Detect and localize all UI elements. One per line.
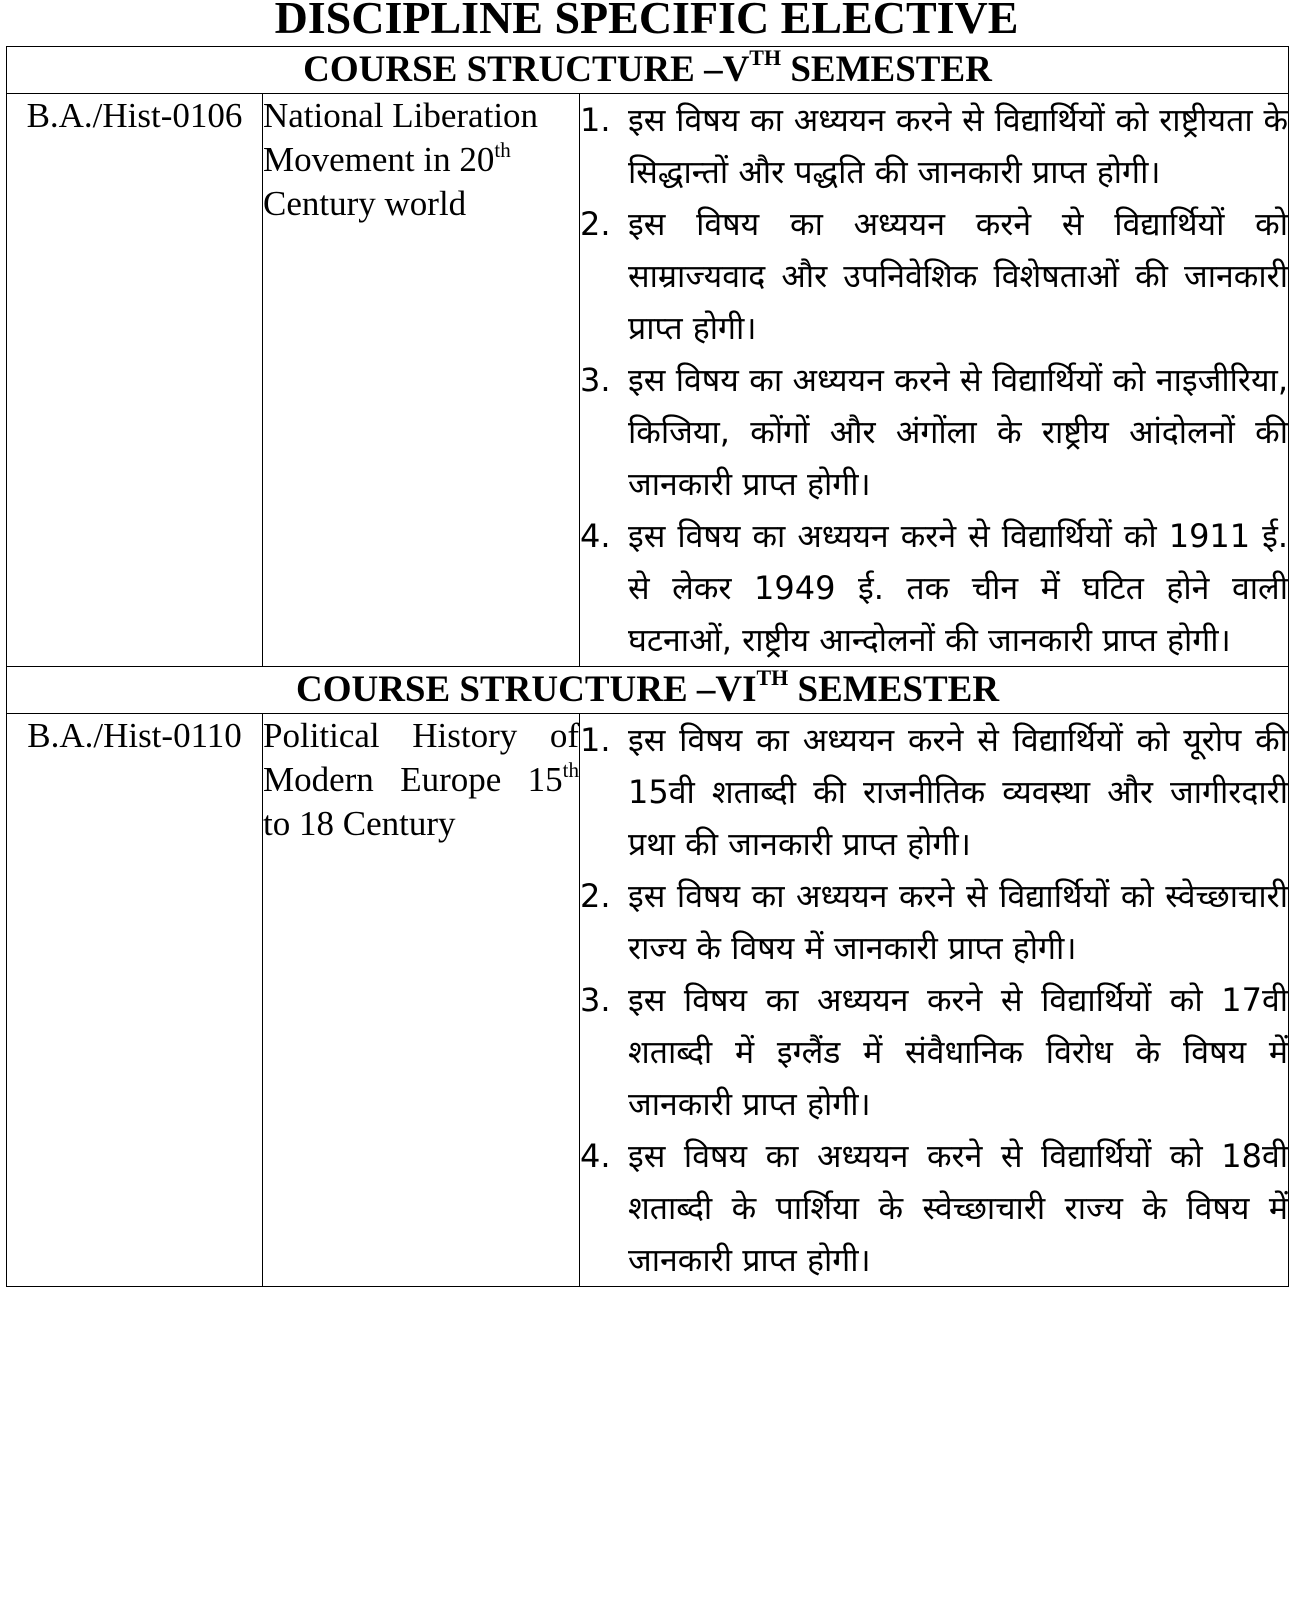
outcome-item: 4. इस विषय का अध्ययन करने से विद्यार्थियों को 18वी शताब्दी के पार्शिया के स्वेच्छाचारी राज्य के विषय में जानकारी प्राप्त होगी। [580,1137,1289,1279]
course-row-hist-0110 [7,714,1289,1287]
outcome-item: 1. इस विषय का अध्ययन करने से विद्यार्थियों को यूरोप की 15वी शताब्दी की राजनीतिक व्यवस्था और जागीरदारी प्रथा की जानकारी प्राप्त होगी। [580,721,1289,863]
course-title: National Liberation Movement in 20th Century world [263,94,580,667]
course-outcomes [580,94,1289,667]
document-title: DISCIPLINE SPECIFIC ELECTIVE [274,0,1019,43]
course-row-hist-0106 [7,94,1289,667]
outcome-item: 2. इस विषय का अध्ययन करने से विद्यार्थियों को साम्राज्यवाद और उपनिवेशिक विशेषताओं की जानकारी प्राप्त होगी। [580,205,1289,347]
outcome-item: 3. इस विषय का अध्ययन करने से विद्यार्थियों को 17वी शताब्दी में इग्लैंड में संवैधानिक विरोध के विषय में जानकारी प्राप्त होगी। [580,981,1289,1123]
course-table [6,46,1289,1287]
outcome-item: 1. इस विषय का अध्ययन करने से विद्यार्थियों को राष्ट्रीयता के सिद्धान्तों और पद्धति की जानकारी प्राप्त होगी। [580,101,1289,191]
course-code: B.A./Hist-0106 [7,94,263,667]
semester-vi-heading-row [7,667,1289,714]
course-outcomes [580,714,1289,1287]
outcome-item: 2. इस विषय का अध्ययन करने से विद्यार्थियों को स्वेच्छाचारी राज्य के विषय में जानकारी प्राप्त होगी। [580,877,1289,967]
course-code: B.A./Hist-0110 [7,714,263,1287]
semester-v-heading-row [7,47,1289,94]
outcomes-list [580,94,1288,666]
semester-vi-heading: COURSE STRUCTURE –VITH SEMESTER [7,667,1289,714]
outcome-item: 4. इस विषय का अध्ययन करने से विद्यार्थियों को 1911 ई. से लेकर 1949 ई. तक चीन में घटित होने वाली घटनाओं, राष्ट्रीय आन्दोलनों की जानकारी प्राप्त होगी। [580,517,1289,659]
outcomes-list [580,714,1288,1286]
semester-v-heading: COURSE STRUCTURE –VTH SEMESTER [7,47,1289,94]
course-title: Political History of Modern Europe 15th to 18 Century [263,714,580,1287]
outcome-item: 3. इस विषय का अध्ययन करने से विद्यार्थियों को नाइजीरिया, किजिया, कोंगों और अंगोंला के राष्ट्रीय आंदोलनों की जानकारी प्राप्त होगी। [580,361,1289,503]
